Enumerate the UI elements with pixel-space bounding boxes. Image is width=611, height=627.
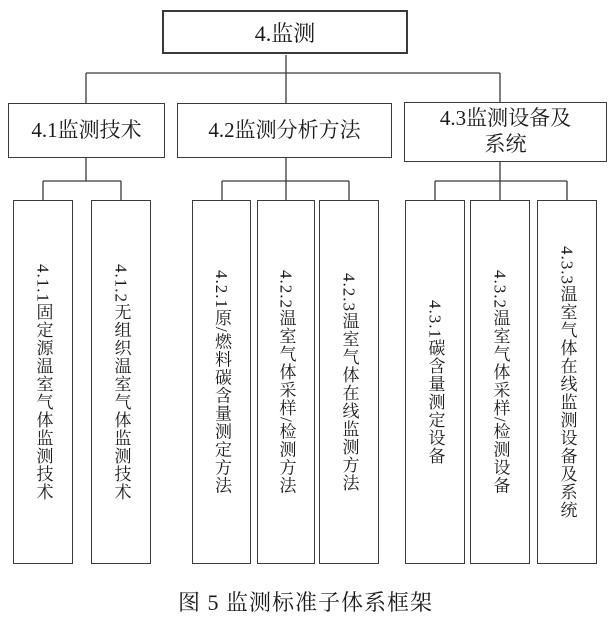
node-4-3-3-label: 4.3.3温室气体在线监测设备及系统: [557, 245, 577, 519]
node-4-2-label: 4.2监测分析方法: [208, 117, 361, 142]
node-4-2-1: [192, 200, 251, 564]
node-4-3-1: [405, 200, 465, 564]
node-4-1-1-label: 4.1.1固定源温室气体监测技术: [33, 263, 53, 501]
node-4-2-2-label: 4.2.2温室气体采样/检测方法: [276, 269, 296, 495]
node-4-1-label: 4.1监测技术: [31, 117, 142, 142]
node-4-2-3-label: 4.2.3温室气体在线监测方法: [339, 272, 359, 492]
node-4-3-label-line1: 4.3监测设备及: [439, 106, 572, 131]
node-4-1-1: [13, 200, 73, 564]
node-4-3-label-line2: 系统: [484, 132, 527, 156]
node-4-1-2-label: 4.1.2无组织温室气体监测技术: [111, 263, 131, 501]
node-4-3-monitoring-equipment-systems: [404, 102, 607, 162]
node-4-3-1-label: 4.3.1碳含量测定设备: [425, 299, 445, 465]
node-4-2-1-label: 4.2.1原/燃料碳含量测定方法: [212, 269, 231, 495]
node-4-3-2: [470, 200, 530, 564]
node-4-2-2: [257, 200, 315, 564]
node-4-3-3: [537, 200, 597, 564]
node-4-2-3: [319, 200, 379, 564]
node-4-1-2: [91, 200, 151, 564]
figure-caption: 图 5 监测标准子体系框架: [177, 590, 433, 615]
node-4-3-2-label: 4.3.2温室气体采样/检测设备: [490, 269, 510, 495]
node-4-monitoring: [162, 10, 408, 54]
node-4-2-monitoring-analysis-methods: [177, 103, 392, 158]
node-4-label: 4.监测: [254, 20, 316, 46]
node-4-1-monitoring-technology: [8, 103, 165, 158]
